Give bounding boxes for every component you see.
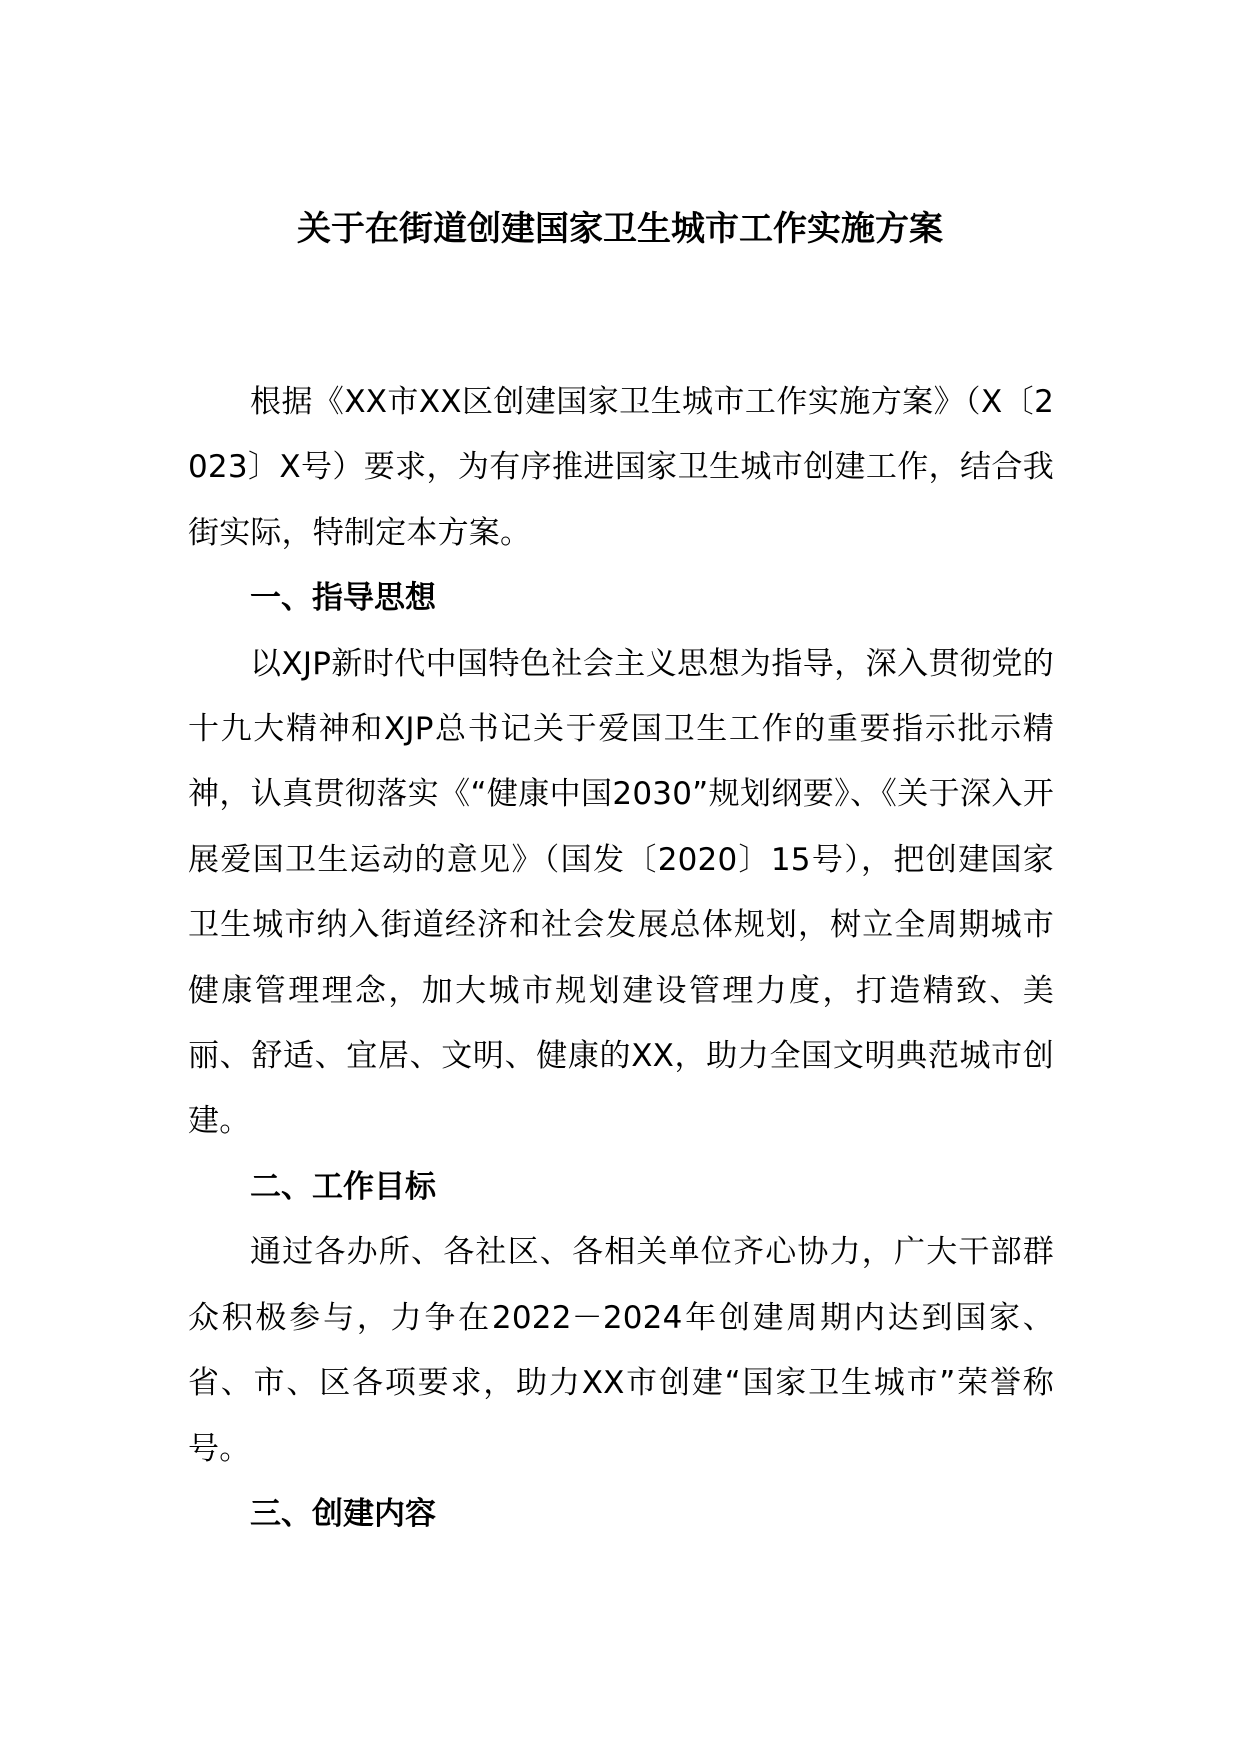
section-heading-creation-content: 三、创建内容 xyxy=(250,1495,436,1532)
section-text-work-goals: 通过各办所、各社区、各相关单位齐心协力，广大干部群众积极参与，力争在2022－2024年创建周期内达到国家、省、市、区各项要求，助力XX市创建“国家卫生城市”荣誉称号。 xyxy=(188,1234,1054,1467)
intro-paragraph: 根据《XX市XX区创建国家卫生城市工作实施方案》（X〔2023〕X号）要求，为有序推进国家卫生城市创建工作，结合我街实际，特制定本方案。 xyxy=(188,384,1054,551)
document-body xyxy=(188,370,1054,1547)
section-heading-guiding-ideology: 一、指导思想 xyxy=(250,580,436,617)
document-title: 关于在街道创建国家卫生城市工作实施方案 xyxy=(297,209,943,249)
section-text-guiding-ideology: 以XJP新时代中国特色社会主义思想为指导，深入贯彻党的十九大精神和XJP总书记关于爱国卫生工作的重要指示批示精神，认真贯彻落实《“健康中国2030”规划纲要》、《关于深入开展爱国卫生运动的意见》（国发〔2020〕15号），把创建国家卫生城市纳入街道经济和社会发展总体规划，树立全周期城市健康管理理念，加大城市规划建设管理力度，打造精致、美丽、舒适、宜居、文明、健康的XX，助力全国文明典范城市创建。 xyxy=(188,645,1054,1140)
section-heading-work-goals: 二、工作目标 xyxy=(250,1168,436,1205)
